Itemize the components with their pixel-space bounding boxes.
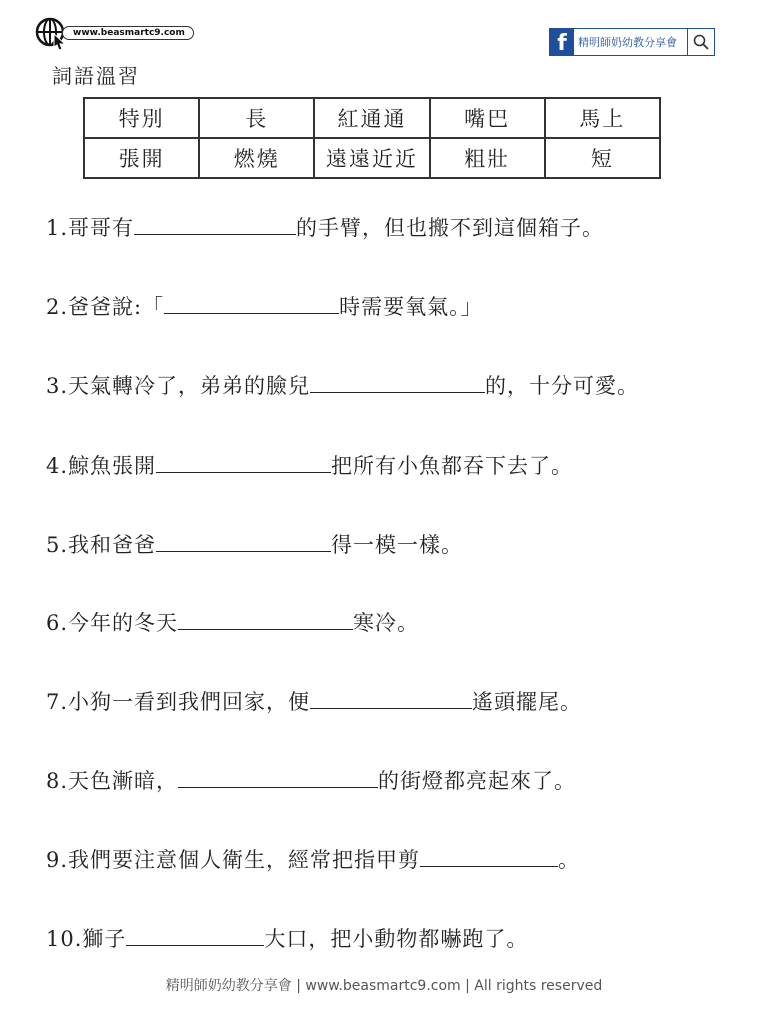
question-text-before: 我們要注意個人衛生，經常把指甲剪 xyxy=(68,848,421,872)
vocab-cell: 張開 xyxy=(84,138,199,178)
answer-blank[interactable] xyxy=(420,848,558,867)
question-text-before: 今年的冬天 xyxy=(68,611,179,635)
answer-blank[interactable] xyxy=(164,295,339,314)
facebook-page-name: 精明師奶幼教分享會 xyxy=(578,36,677,49)
vocab-cell: 短 xyxy=(545,138,660,178)
question-number: 6. xyxy=(46,611,69,635)
question-text-after: 得一模一樣。 xyxy=(331,533,464,557)
answer-blank[interactable] xyxy=(156,454,331,473)
question-4 xyxy=(46,450,573,480)
question-text-after: 大口，把小動物都嚇跑了。 xyxy=(264,927,529,951)
answer-blank[interactable] xyxy=(156,533,331,552)
question-text-after: 時需要氧氣。」 xyxy=(339,295,483,319)
question-number: 5. xyxy=(46,533,69,557)
question-text-after: 的街燈都亮起來了。 xyxy=(378,769,577,793)
question-number: 1. xyxy=(46,216,69,240)
answer-blank[interactable] xyxy=(310,374,485,393)
vocab-cell: 長 xyxy=(199,98,314,138)
answer-blank[interactable] xyxy=(178,611,353,630)
vocab-cell: 馬上 xyxy=(545,98,660,138)
question-number: 7. xyxy=(46,690,69,714)
question-text-before: 小狗一看到我們回家，便 xyxy=(68,690,311,714)
vocabulary-table xyxy=(83,97,661,179)
vocab-cell: 遠遠近近 xyxy=(314,138,429,178)
site-url: www.beasmartc9.com xyxy=(62,26,194,40)
question-9 xyxy=(46,844,580,874)
question-text-before: 獅子 xyxy=(82,927,127,951)
question-text-before: 哥哥有 xyxy=(68,216,135,240)
facebook-banner xyxy=(549,28,715,56)
question-text-after: 寒冷。 xyxy=(353,611,420,635)
question-text-after: 遙頭擺尾。 xyxy=(472,690,583,714)
question-2 xyxy=(46,291,483,321)
page-title: 詞語溫習 xyxy=(52,64,140,88)
question-3 xyxy=(46,370,639,400)
question-number: 4. xyxy=(46,454,69,478)
question-text-before: 爸爸說:「 xyxy=(68,295,165,319)
question-number: 3. xyxy=(46,374,69,398)
vocab-cell: 燃燒 xyxy=(199,138,314,178)
question-text-before: 天氣轉冷了，弟弟的臉兒 xyxy=(68,374,311,398)
question-number: 2. xyxy=(46,295,69,319)
question-text-after: 把所有小魚都吞下去了。 xyxy=(331,454,574,478)
answer-blank[interactable] xyxy=(134,216,296,235)
vocab-cell: 嘴巴 xyxy=(430,98,545,138)
facebook-icon: f xyxy=(550,29,574,55)
table-row xyxy=(84,138,660,178)
table-row xyxy=(84,98,660,138)
question-number: 10. xyxy=(46,927,83,951)
question-text-after: 的，十分可愛。 xyxy=(485,374,640,398)
question-text-before: 天色漸暗， xyxy=(68,769,179,793)
question-text-before: 鯨魚張開 xyxy=(68,454,157,478)
vocab-cell: 粗壯 xyxy=(430,138,545,178)
question-7 xyxy=(46,686,582,716)
vocab-cell: 紅通通 xyxy=(314,98,429,138)
question-text-before: 我和爸爸 xyxy=(68,533,157,557)
question-1 xyxy=(46,212,604,242)
vocab-cell: 特別 xyxy=(84,98,199,138)
site-logo xyxy=(34,16,194,50)
question-number: 9. xyxy=(46,848,69,872)
question-number: 8. xyxy=(46,769,69,793)
answer-blank[interactable] xyxy=(178,769,378,788)
answer-blank[interactable] xyxy=(126,927,264,946)
question-5 xyxy=(46,529,463,559)
search-icon xyxy=(687,29,714,55)
question-text-after: 的手臂，但也搬不到這個箱子。 xyxy=(296,216,605,240)
question-8 xyxy=(46,765,576,795)
question-text-after: 。 xyxy=(558,848,581,872)
answer-blank[interactable] xyxy=(310,690,472,709)
question-6 xyxy=(46,607,419,637)
footer-copyright: 精明師奶幼教分享會 | www.beasmartc9.com | All rights reserved xyxy=(165,978,603,994)
question-10 xyxy=(46,923,528,953)
